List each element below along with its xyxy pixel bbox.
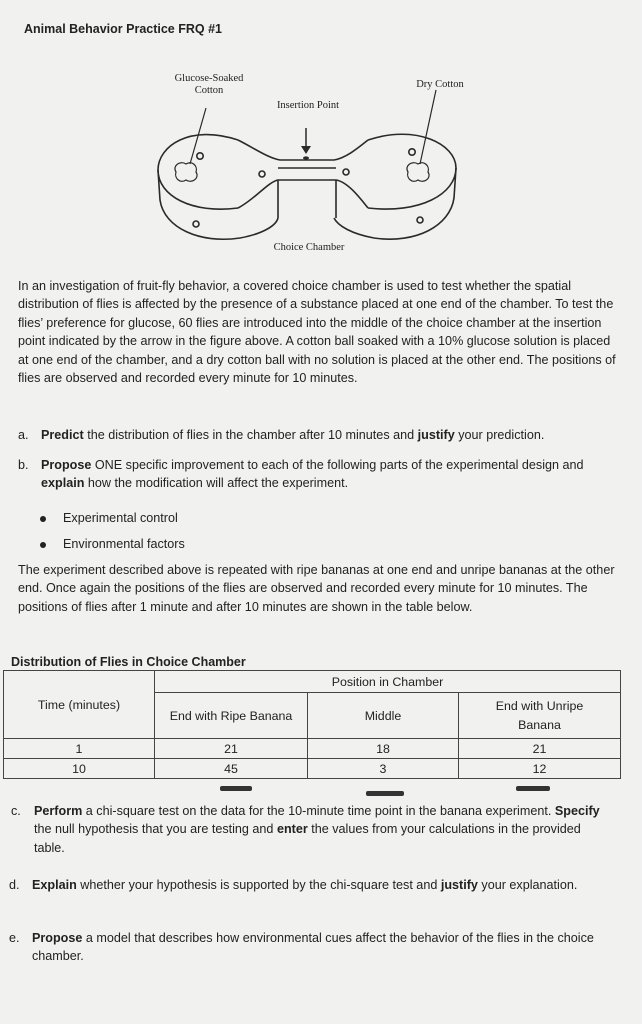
row1-ripe: 21 — [155, 739, 308, 759]
table-title: Distribution of Flies in Choice Chamber — [11, 655, 246, 669]
question-c-end: the values from your calculations in the provided table. — [34, 822, 581, 855]
bullet-text: Environmental factors — [63, 537, 185, 551]
glucose-label-line-2: Cotton — [194, 85, 224, 96]
question-e-letter: e. — [9, 931, 20, 945]
row1-middle: 18 — [308, 739, 459, 759]
question-c-verb: Perform — [34, 804, 83, 818]
question-d-verb2: justify — [440, 878, 478, 892]
right-dish-rim — [368, 134, 456, 209]
left-dish-wall — [158, 170, 278, 239]
middle-header: Middle — [308, 693, 459, 739]
row2-middle: 3 — [308, 759, 459, 779]
question-d-verb: Explain — [32, 878, 77, 892]
question-a-letter: a. — [18, 428, 29, 442]
page-title: Animal Behavior Practice FRQ #1 — [24, 22, 222, 36]
question-b-text: ONE specific improvement to each of the following parts of the experimental design and — [91, 458, 584, 472]
question-d — [9, 876, 609, 916]
choice-chamber-label: Choice Chamber — [273, 242, 345, 253]
position-header: Position in Chamber — [155, 671, 621, 693]
dry-cotton-ball — [407, 163, 429, 182]
row2-unripe: 12 — [459, 759, 621, 779]
scribble-mark — [220, 786, 252, 791]
insertion-point-label: Insertion Point — [276, 100, 340, 111]
unripe-banana-header — [459, 693, 621, 739]
row2-time: 10 — [4, 759, 155, 779]
connector-bottom — [238, 180, 368, 208]
question-c-text2: the null hypothesis that you are testing and — [34, 822, 277, 837]
question-d-text: whether your hypothesis is supported by the chi-square test and — [76, 878, 441, 892]
question-a — [18, 426, 618, 446]
row1-unripe: 21 — [459, 739, 621, 759]
question-c-verb2: Specify — [554, 804, 600, 818]
choice-chamber-figure — [150, 68, 480, 268]
scribble-mark — [516, 786, 550, 791]
ripe-banana-header: End with Ripe Banana — [155, 693, 308, 739]
question-d-letter: d. — [9, 878, 20, 892]
question-c — [11, 802, 611, 860]
row2-ripe: 45 — [155, 759, 308, 779]
bullet-dot — [40, 516, 46, 522]
bullet-dot — [40, 542, 46, 548]
insertion-arrow-head — [301, 146, 311, 154]
table-row — [4, 759, 621, 779]
unripe-header-line-2: Banana — [518, 717, 561, 732]
question-b-letter: b. — [18, 458, 29, 472]
question-c-text: a chi-square test on the data for the 10-minute time point in the banana experiment. — [82, 804, 555, 818]
right-dish-wall — [334, 168, 456, 239]
intro-paragraph: In an investigation of fruit-fly behavior, a covered choice chamber is used to test whether the spatial distribution of flies is affected by the presence of a substance placed at one end of the chamber. To test the flies’ preference for glucose, 60 flies are introduced into the middle of the choice chamber at the insertion point indicated by the arrow in the figure above. A cotton ball soaked with a 10% glucose solution is placed at one end of the chamber, and a dry cotton ball with no solution is placed at the other end. The positions of flies are observed and recorded every minute for 10 minutes. — [18, 279, 616, 386]
question-e — [9, 929, 609, 969]
bullet-text: Experimental control — [63, 511, 178, 525]
question-c-letter: c. — [11, 804, 21, 818]
banana-paragraph: The experiment described above is repeated with ripe bananas at one end and unripe bananas at the other end. Once again the positions of the flies are observed and recorded every minute for 10 minutes. The positions of flies after 1 minute and after 10 minutes are shown in the table below. — [18, 563, 615, 614]
row1-time: 1 — [4, 739, 155, 759]
question-e-verb: Propose — [32, 931, 83, 945]
question-b-verb2: explain — [41, 476, 85, 491]
question-b-verb: Propose — [41, 458, 92, 472]
connector-top — [238, 140, 368, 160]
choice-chamber-diagram — [150, 68, 480, 268]
question-b — [18, 456, 618, 496]
glucose-cotton-label — [164, 73, 254, 97]
question-d-end: your explanation. — [477, 878, 578, 892]
unripe-header-line-1: End with Unripe — [495, 698, 584, 713]
question-a-text: the distribution of flies in the chamber after 10 minutes and — [83, 428, 418, 442]
question-a-verb2: justify — [417, 428, 455, 442]
glucose-cotton-ball — [175, 163, 197, 182]
time-header: Time (minutes) — [4, 671, 155, 739]
scribble-mark — [366, 791, 404, 796]
left-dish-rim — [158, 135, 238, 210]
question-e-end: a model that describes how environmental cues affect the behavior of the flies in the choice chamber. — [32, 931, 594, 964]
glucose-label-line-1: Glucose-Soaked — [174, 73, 244, 84]
question-a-verb: Predict — [41, 428, 84, 442]
question-c-verb3: enter — [276, 822, 308, 837]
question-a-end: your prediction. — [454, 428, 545, 442]
flies-distribution-table — [3, 670, 621, 779]
table-row — [4, 739, 621, 759]
question-b-end: how the modification will affect the experiment. — [84, 476, 349, 491]
dry-cotton-label: Dry Cotton — [416, 79, 464, 90]
